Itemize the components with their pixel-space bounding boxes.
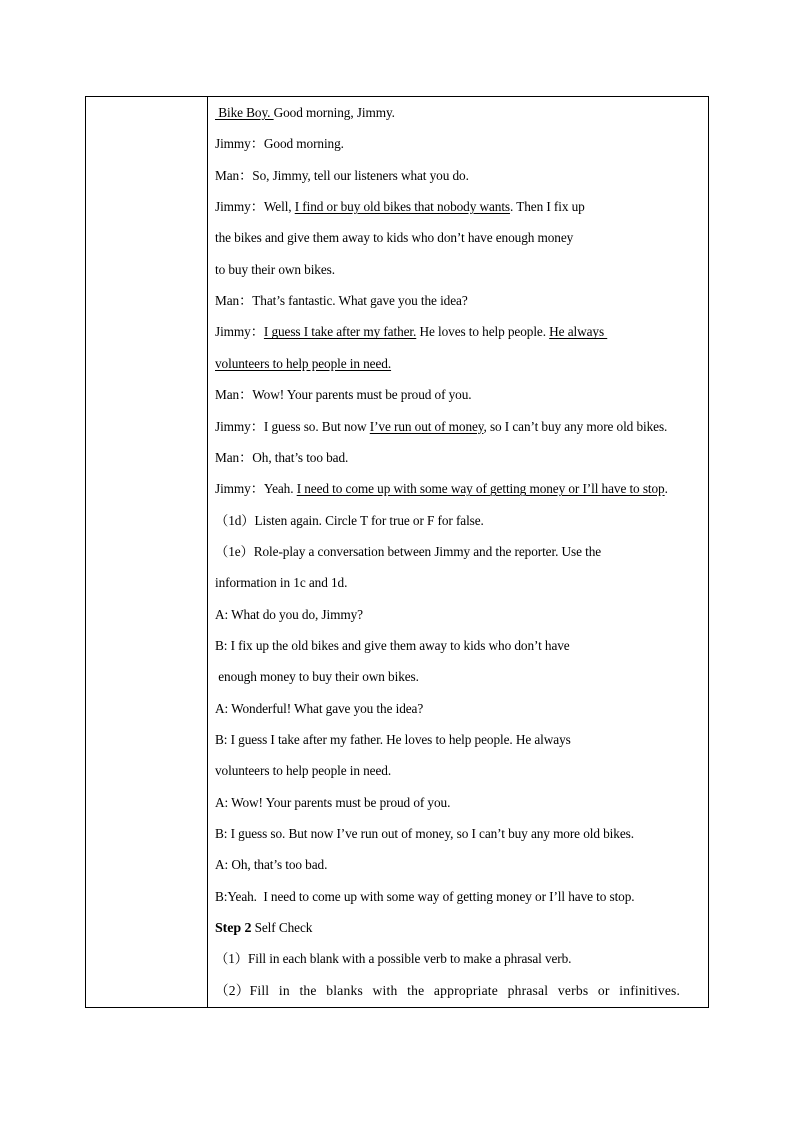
text-segment: Jimmy： <box>215 324 264 340</box>
text-segment: B:Yeah. I need to come up with some way of getting money or I’ll have to stop. <box>215 888 635 904</box>
text-line <box>215 732 571 748</box>
underlined-phrase: I’ve run out of money <box>369 418 484 434</box>
text-line <box>215 513 484 529</box>
text-segment: B: I fix up the old bikes and give them away to kids who don’t have <box>215 637 570 653</box>
text-segment: Jimmy： <box>215 418 264 434</box>
text-line <box>215 168 469 184</box>
text-segment: the bikes and give them away to kids who don’t have enough money <box>215 230 574 246</box>
text-segment: Jimmy： <box>215 136 264 152</box>
text-line <box>215 199 585 215</box>
text-line <box>215 262 335 278</box>
text-segment: to buy their own bikes. <box>215 261 335 277</box>
text-segment: （1）Fill in each blank with a possible verb to make a phrasal verb. <box>215 951 572 967</box>
text-line <box>215 983 680 999</box>
text-segment: I guess so. But now <box>263 418 370 434</box>
text-segment: He loves to help people. <box>416 324 550 340</box>
text-line <box>215 230 573 246</box>
text-segment: enough money to buy their own bikes. <box>215 669 419 685</box>
text-line <box>215 136 344 152</box>
text-segment: Jimmy： <box>215 199 264 215</box>
text-line <box>215 951 571 967</box>
underlined-phrase: volunteers to help people in need. <box>215 355 392 371</box>
text-line <box>215 920 312 937</box>
text-segment: Man： <box>215 449 253 465</box>
text-segment: Oh, that’s too bad. <box>252 449 349 465</box>
underlined-phrase: Bike Boy. <box>215 105 274 120</box>
underlined-phrase: He always <box>549 324 608 340</box>
text-segment: Good morning. <box>263 136 344 152</box>
text-line <box>215 669 419 685</box>
right-column-cell <box>208 97 708 1007</box>
text-segment: That’s fantastic. What gave you the idea? <box>252 293 468 309</box>
text-line <box>215 607 363 623</box>
text-line <box>215 419 667 435</box>
text-line <box>215 763 391 779</box>
text-segment: B: I guess so. But now I’ve run out of money, so I can’t buy any more old bikes. <box>215 826 634 842</box>
text-segment: Jimmy： <box>215 481 264 497</box>
text-segment: Self Check <box>251 920 313 936</box>
text-segment: volunteers to help people in need. <box>215 763 392 779</box>
text-line <box>215 575 347 591</box>
text-segment: （2）Fill in the blanks with the appropriate phrasal verbs or infinitives. <box>215 982 681 998</box>
text-line <box>215 481 668 497</box>
text-line <box>215 857 327 873</box>
text-segment: B: I guess I take after my father. He loves to help people. He always <box>215 732 571 747</box>
text-line <box>215 293 468 309</box>
text-segment: . <box>664 481 668 497</box>
lesson-table <box>85 96 709 1008</box>
text-segment: Well, <box>263 199 295 215</box>
text-segment: So, Jimmy, tell our listeners what you do. <box>252 167 469 183</box>
underlined-phrase: I find or buy old bikes that nobody wants <box>294 199 511 215</box>
text-segment: . Then I fix up <box>510 199 585 215</box>
text-segment: A: Wow! Your parents must be proud of you. <box>215 794 451 810</box>
text-line <box>215 544 601 560</box>
text-line <box>215 826 634 842</box>
text-segment: （1e）Role-play a conversation between Jimmy and the reporter. Use the <box>215 543 602 559</box>
text-segment: A: What do you do, Jimmy? <box>215 606 363 622</box>
text-line <box>215 105 395 121</box>
text-segment: Man： <box>215 293 253 309</box>
text-segment: information in 1c and 1d. <box>215 575 348 591</box>
underlined-phrase: I guess I take after my father. <box>263 324 417 340</box>
underlined-phrase: I need to come up with some way of getting money or I’ll have to stop <box>296 481 665 497</box>
text-segment: Yeah. <box>263 481 297 497</box>
text-line <box>215 324 607 340</box>
text-segment: Good morning, Jimmy. <box>273 105 395 120</box>
text-line <box>215 795 450 811</box>
text-line <box>215 889 635 905</box>
text-segment: A: Oh, that’s too bad. <box>215 857 328 873</box>
text-segment: （1d）Listen again. Circle T for true or F for false. <box>215 512 484 528</box>
step-heading: Step 2 <box>215 921 252 937</box>
left-column-cell <box>86 97 208 1007</box>
text-segment: , so I can’t buy any more old bikes. <box>483 418 668 434</box>
text-segment: Man： <box>215 167 253 183</box>
text-line <box>215 356 391 372</box>
text-line <box>215 387 472 403</box>
text-segment: Wow! Your parents must be proud of you. <box>252 387 472 403</box>
text-line <box>215 638 570 654</box>
text-segment: Man： <box>215 387 253 403</box>
text-segment: A: Wonderful! What gave you the idea? <box>215 700 424 716</box>
text-line <box>215 450 348 466</box>
text-line <box>215 701 423 717</box>
